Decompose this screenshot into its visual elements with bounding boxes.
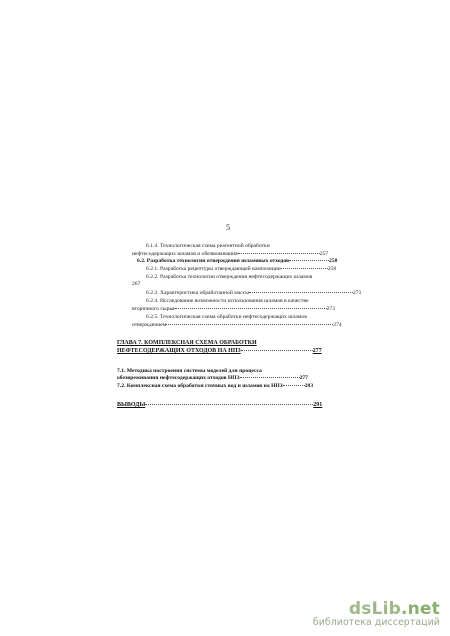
toc-entry: 6.2.1. Разработка рецептуры отверждающей композиции 258 bbox=[146, 266, 337, 272]
toc-entry: 6.2.4. Исследование возможности использования шламов в качестве bbox=[146, 298, 309, 304]
toc-entry: 6.2.3. Характеристика обработанной массы 271 bbox=[146, 290, 362, 296]
toc-entry: 6.2.5. Технологическая схема обработки нефтесодержащих шламов bbox=[146, 314, 307, 320]
toc-entry: обезвреживания нефтесодержащих отходов НПЗ 277 bbox=[117, 375, 308, 381]
watermark-logo: dsLib.net bbox=[348, 599, 440, 619]
toc-entry: 6.1.4. Технологическая схема реагентной обработки bbox=[146, 243, 270, 249]
toc-entry: 267 bbox=[132, 281, 141, 287]
site-watermark bbox=[313, 599, 440, 628]
page-number: 5 bbox=[226, 223, 230, 232]
toc-chapter: ГЛАВА 7. КОМПЛЕКСНАЯ СХЕМА ОБРАБОТКИ bbox=[117, 340, 257, 346]
toc-entry: 6.2.2. Разработка технологии отверждения нефтесодержащих шламов bbox=[146, 274, 313, 280]
toc-chapter: ВЫВОДЫ 291 bbox=[117, 402, 323, 408]
toc-entry: вторичного сырья 273 bbox=[132, 306, 335, 312]
toc-entry: 7.1. Методика построения системы моделей для процесса bbox=[117, 368, 262, 374]
toc-entry: 6.2. Разработка технологии отверждения шламовых отходов 258 bbox=[137, 258, 338, 264]
toc-chapter: НЕФТЕСОДЕРЖАЩИХ ОТХОДОВ НА НПЗ 277 bbox=[117, 348, 322, 354]
toc-entry: 7.2. Комплексная схема обработки сточных вод и шламов на НПЗ 283 bbox=[117, 383, 314, 389]
toc-entry: нефтесодержащих шламов и обезвоживания 257 bbox=[132, 251, 329, 257]
toc-entry: отверждением 274 bbox=[132, 322, 342, 328]
watermark-subtitle: библиотека диссертаций bbox=[312, 617, 440, 628]
